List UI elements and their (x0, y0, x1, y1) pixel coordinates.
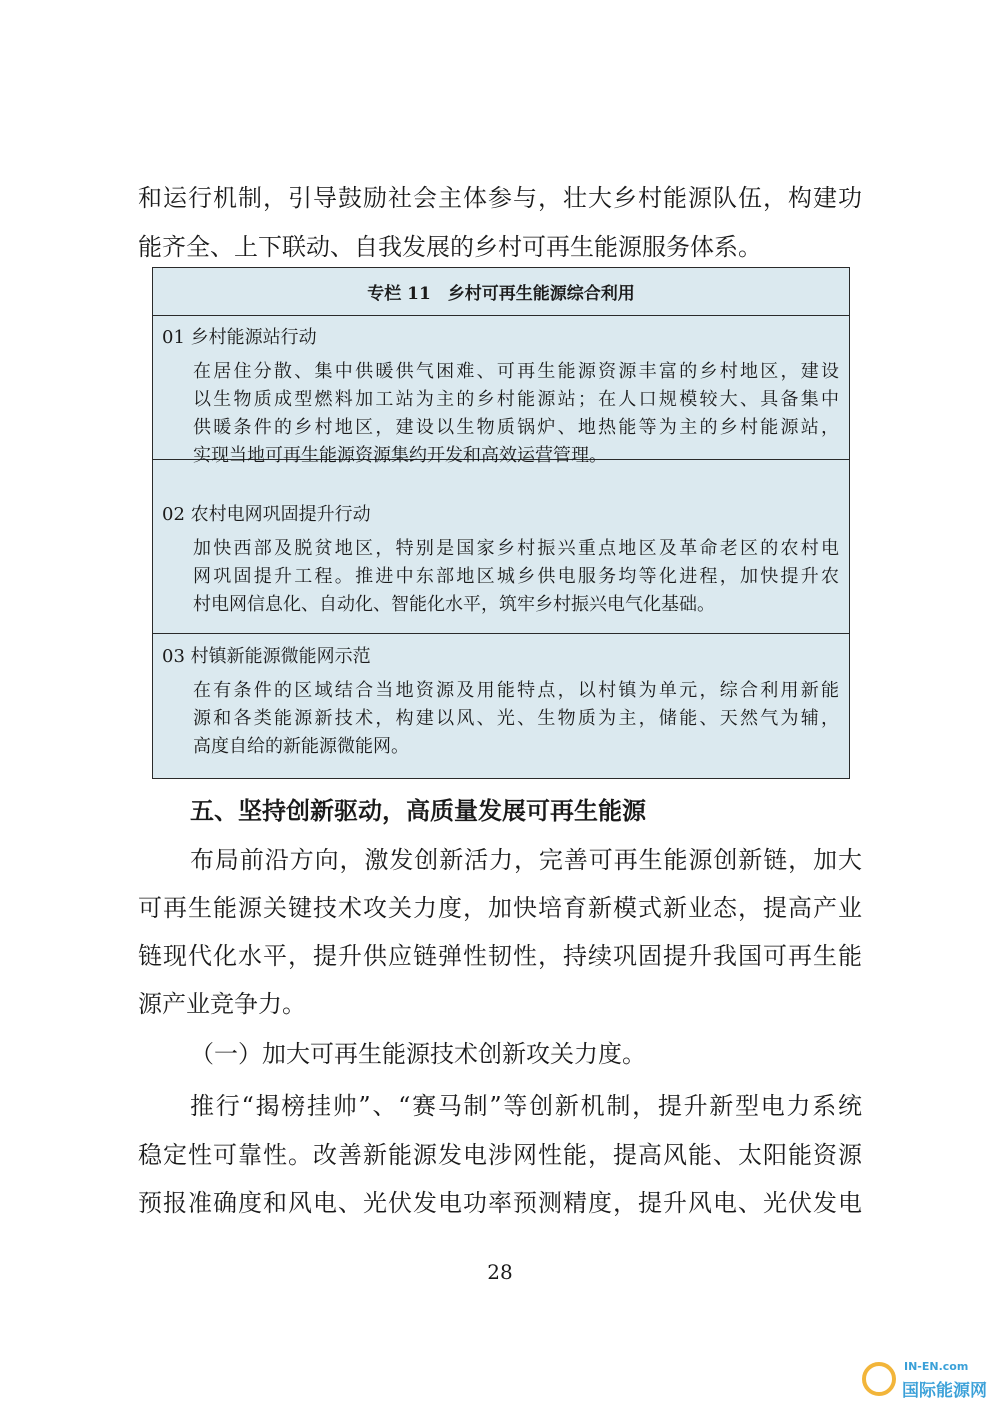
text-line: 预报准确度和风电、光伏发电功率预测精度，提升风电、光伏发电 (138, 1189, 862, 1217)
text-line: 可再生能源关键技术攻关力度，加快培育新模式新业态，提高产业 (138, 894, 862, 922)
column-section-03 (153, 635, 849, 777)
section-line: 以生物质成型燃料加工站为主的乡村能源站；在人口规模较大、具备集中 (193, 389, 839, 410)
section-line: 供暖条件的乡村地区，建设以生物质锅炉、地热能等为主的乡村能源站， (193, 417, 839, 438)
column-box (152, 267, 850, 779)
sun-logo-icon (862, 1362, 896, 1396)
column-section-01 (153, 316, 849, 466)
section-line: 在居住分散、集中供暖供气困难、可再生能源资源丰富的乡村地区，建设 (193, 361, 839, 382)
column-section-02 (153, 493, 849, 634)
watermark-logo (862, 1356, 992, 1406)
watermark-name: 国际能源网 (902, 1381, 987, 1401)
text-line: 源产业竞争力。 (138, 990, 306, 1018)
page-number: 28 (487, 1260, 513, 1284)
text-line: 链现代化水平，提升供应链弹性韧性，持续巩固提升我国可再生能 (138, 942, 862, 970)
column-box-title: 专栏 11 乡村可再生能源综合利用 (153, 268, 849, 316)
text-line: 稳定性可靠性。改善新能源发电涉网性能，提高风能、太阳能资源 (138, 1141, 862, 1169)
watermark-domain: IN-EN.com (904, 1360, 969, 1373)
section-line: 在有条件的区域结合当地资源及用能特点，以村镇为单元，综合利用新能 (193, 680, 839, 701)
text-line: 布局前沿方向，激发创新活力，完善可再生能源创新链，加大 (190, 846, 862, 874)
section-heading: 五、坚持创新驱动，高质量发展可再生能源 (190, 797, 646, 825)
section-line: 加快西部及脱贫地区，特别是国家乡村振兴重点地区及革命老区的农村电 (193, 538, 839, 559)
section-title: 03 村镇新能源微能网示范 (162, 646, 371, 667)
text-line: 和运行机制，引导鼓励社会主体参与，壮大乡村能源队伍，构建功 (138, 184, 862, 212)
section-line: 村电网信息化、自动化、智能化水平，筑牢乡村振兴电气化基础。 (193, 594, 715, 615)
text-line: 推行“揭榜挂帅”、“赛马制”等创新机制，提升新型电力系统 (190, 1092, 862, 1120)
section-line: 实现当地可再生能源资源集约开发和高效运营管理。 (193, 445, 607, 466)
text-line: 能齐全、上下联动、自我发展的乡村可再生能源服务体系。 (138, 233, 762, 261)
section-line: 高度自给的新能源微能网。 (193, 736, 409, 757)
section-line: 源和各类能源新技术，构建以风、光、生物质为主，储能、天然气为辅， (193, 708, 839, 729)
subsection-heading: （一）加大可再生能源技术创新攻关力度。 (190, 1040, 646, 1068)
section-title: 01 乡村能源站行动 (162, 327, 317, 348)
section-title: 02 农村电网巩固提升行动 (162, 504, 371, 525)
section-line: 网巩固提升工程。推进中东部地区城乡供电服务均等化进程，加快提升农 (193, 566, 839, 587)
